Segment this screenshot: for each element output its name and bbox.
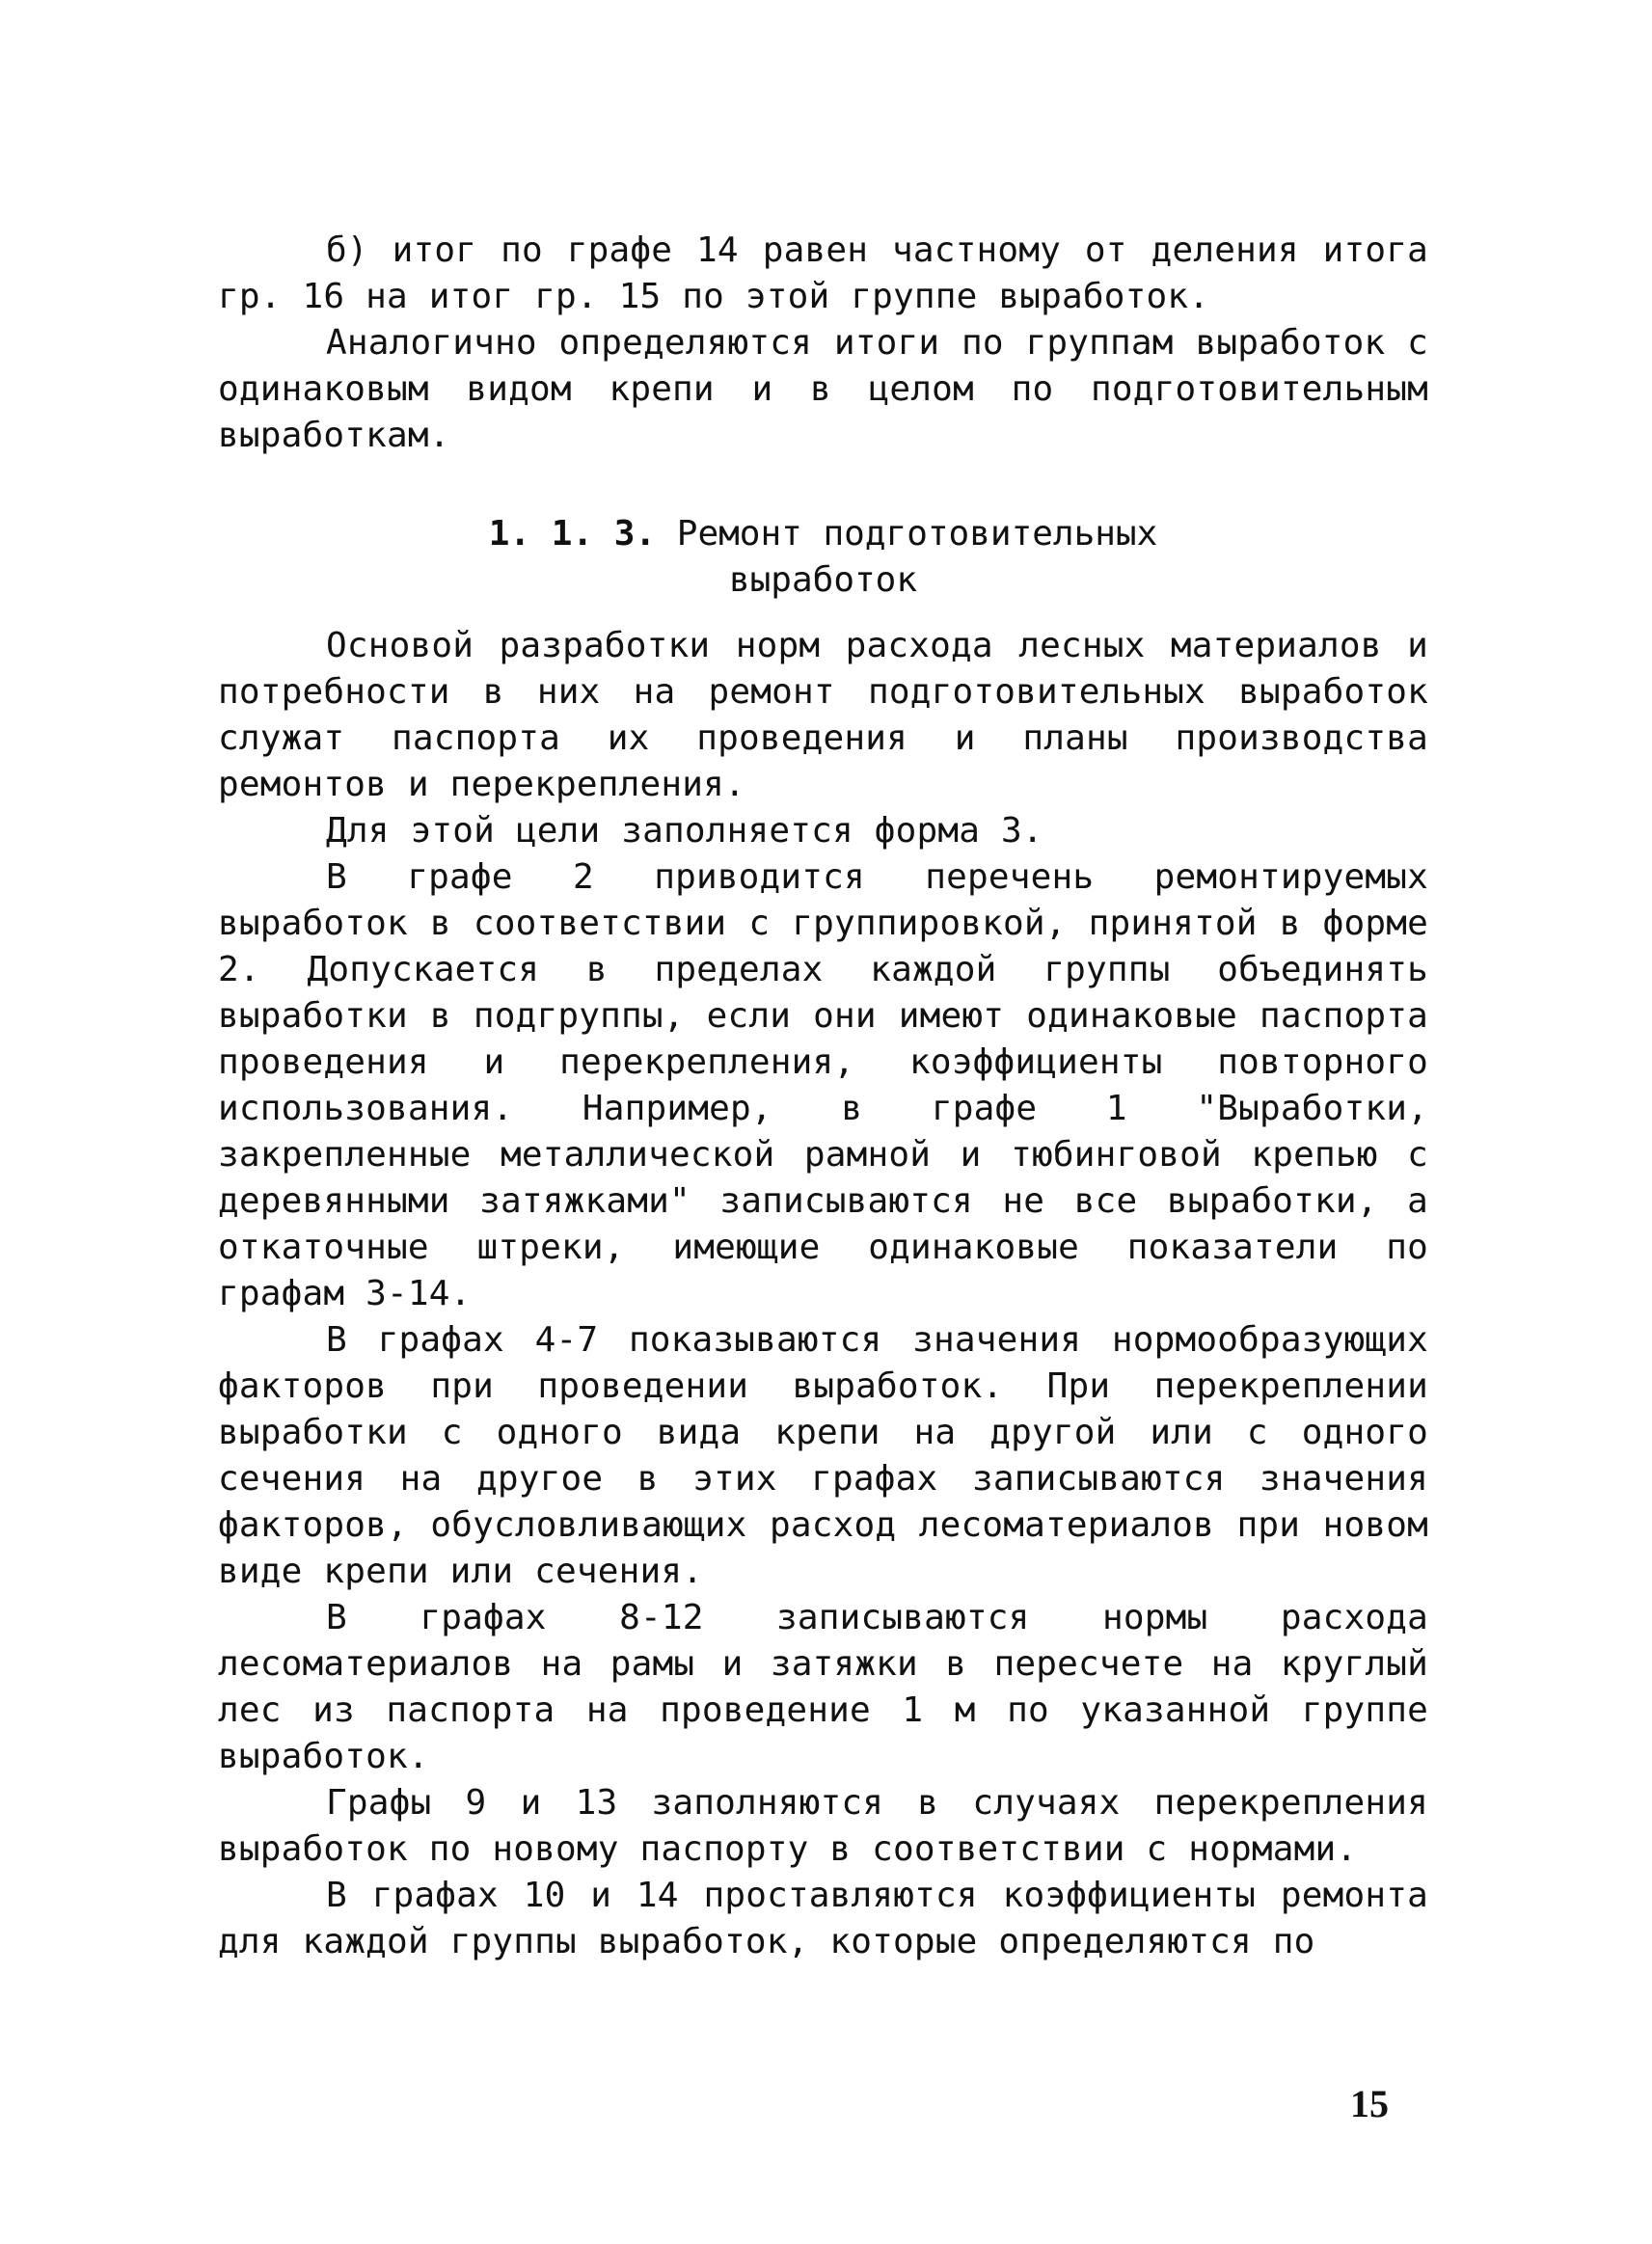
section-title-line2: выработок	[728, 560, 918, 600]
section-heading	[218, 511, 1428, 604]
paragraph-columns-4-7: В графах 4-7 показываются значения нормообразующих факторов при проведении выработок. При перекреплении выработки с одного вида крепи на другой или с одного сечения на другое в этих графах записываются значения факторов, обусловливающих расход лесоматериалов при новом виде крепи или сечения.	[218, 1320, 1428, 1591]
paragraph-columns-10-14: В графах 10 и 14 проставляются коэффициенты ремонта для каждой группы выработок, которые определяются по	[218, 1876, 1428, 1961]
paragraph-similar-totals: Аналогично определяются итоги по группам выработок с одинаковым видом крепи и в целом по подготовительным выработкам.	[218, 323, 1428, 455]
intro-text-block	[218, 228, 1428, 459]
paragraph-total-column-14: б) итог по графе 14 равен частному от деления итога гр. 16 на итог гр. 15 по этой группе выработок.	[218, 230, 1428, 316]
paragraph-basis: Основой разработки норм расхода лесных материалов и потребности в них на ремонт подготовительных выработок служат паспорта их проведения и планы производства ремонтов и перекрепления.	[218, 626, 1428, 804]
main-text-block	[218, 623, 1428, 1965]
page-number: 15	[1350, 2082, 1389, 2125]
paragraph-columns-9-13: Графы 9 и 13 заполняются в случаях перекрепления выработок по новому паспорту в соответствии с нормами.	[218, 1783, 1428, 1869]
section-number: 1. 1. 3.	[488, 514, 657, 554]
paragraph-form-3: Для этой цели заполняется форма 3.	[326, 811, 1043, 851]
paragraph-columns-8-12: В графах 8-12 записываются нормы расхода лесоматериалов на рамы и затяжки в пересчете на круглый лес из паспорта на проведение 1 м по указанной группе выработок.	[218, 1598, 1428, 1776]
paragraph-column-2: В графе 2 приводится перечень ремонтируемых выработок в соответствии с группировкой, принятой в форме 2. Допускается в пределах каждой группы объединять выработки в подгруппы, если они имеют одинаковые паспорта проведения и перекрепления, коэффициенты повторного использования. Например, в графе 1 "Выработки, закрепленные металлической рамной и тюбинговой крепью с деревянными затяжками" записываются не все выработки, а откаточные штреки, имеющие одинаковые показатели по графам 3-14.	[218, 857, 1428, 1313]
section-heading-line1	[218, 511, 1428, 557]
section-title-line1: Ремонт подготовительных	[676, 514, 1158, 554]
